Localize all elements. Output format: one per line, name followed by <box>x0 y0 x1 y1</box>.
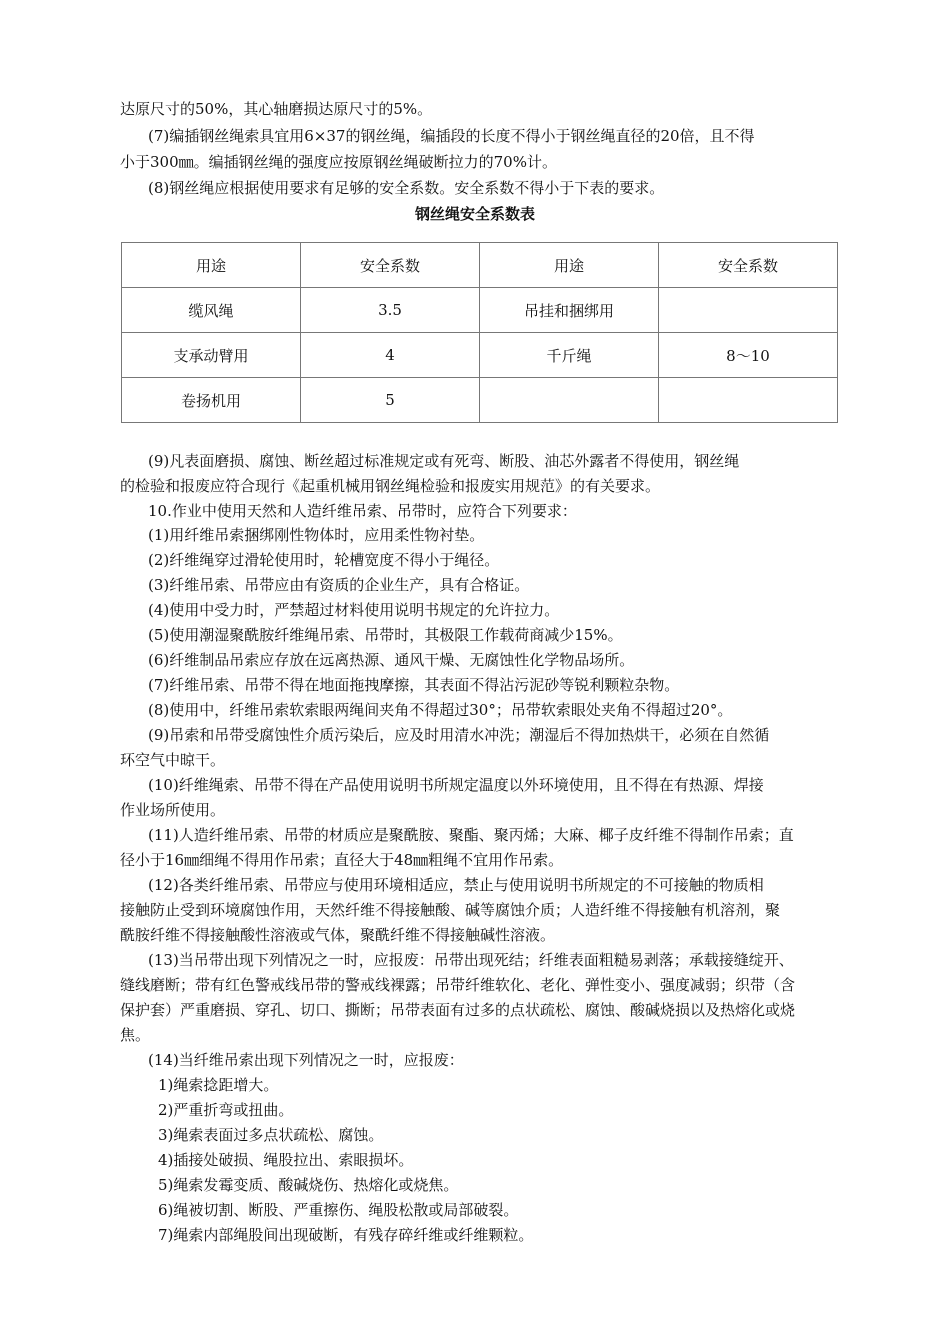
paragraph-line: (14)当纤维吊索出现下列情况之一时，应报废： <box>148 1051 464 1069</box>
table-cell: 吊挂和捆绑用 <box>480 288 659 333</box>
table-row <box>122 333 838 378</box>
paragraph-line: 径小于16㎜细绳不得用作吊索；直径大于48㎜粗绳不宜用作吊索。 <box>120 851 564 869</box>
paragraph-line: (8)使用中，纤维吊索软索眼两绳间夹角不得超过30°；吊带软索眼处夹角不得超过20°。 <box>148 701 733 719</box>
header-cell: 用途 <box>122 243 301 288</box>
paragraph-line: (12)各类纤维吊索、吊带应与使用环境相适应，禁止与使用说明书所规定的不可接触的物质相 <box>148 876 764 894</box>
table-cell: 8～10 <box>659 333 838 378</box>
paragraph-line: 环空气中晾干。 <box>120 751 226 769</box>
table-row <box>122 378 838 423</box>
paragraph-line: (13)当吊带出现下列情况之一时，应报废：吊带出现死结；纤维表面粗糙易剥落；承载接缝绽开、 <box>148 951 794 969</box>
table-cell <box>659 288 838 333</box>
list-item: 3)绳索表面过多点状疏松、腐蚀。 <box>158 1126 384 1144</box>
table-cell: 3.5 <box>301 288 480 333</box>
paragraph-line: 缝线磨断；带有红色警戒线吊带的警戒线裸露；吊带纤维软化、老化、弹性变小、强度减弱；织带（含 <box>120 976 796 994</box>
table-cell: 缆风绳 <box>122 288 301 333</box>
header-cell: 用途 <box>480 243 659 288</box>
table-cell: 4 <box>301 333 480 378</box>
table-cell <box>659 378 838 423</box>
table-cell: 卷扬机用 <box>122 378 301 423</box>
paragraph-line: 保护套）严重磨损、穿孔、切口、撕断；吊带表面有过多的点状疏松、腐蚀、酸碱烧损以及热熔化或烧 <box>120 1001 796 1019</box>
paragraph-line: 接触防止受到环境腐蚀作用，天然纤维不得接触酸、碱等腐蚀介质；人造纤维不得接触有机溶剂，聚 <box>120 901 781 919</box>
paragraph-line: (10)纤维绳索、吊带不得在产品使用说明书所规定温度以外环境使用，且不得在有热源、焊接 <box>148 776 764 794</box>
table-cell: 千斤绳 <box>480 333 659 378</box>
list-item: 5)绳索发霉变质、酸碱烧伤、热熔化或烧焦。 <box>158 1176 459 1194</box>
paragraph-line: (7)纤维吊索、吊带不得在地面拖拽摩擦，其表面不得沾污泥砂等锐利颗粒杂物。 <box>148 676 680 694</box>
table-row <box>122 288 838 333</box>
paragraph-line: (9)吊索和吊带受腐蚀性介质污染后，应及时用清水冲洗；潮湿后不得加热烘干，必须在自然循 <box>148 726 770 744</box>
paragraph-line: 达原尺寸的50%，其心轴磨损达原尺寸的5%。 <box>120 100 433 118</box>
table-header-row <box>122 243 838 288</box>
header-cell: 安全系数 <box>659 243 838 288</box>
paragraph-line: (4)使用中受力时，严禁超过材料使用说明书规定的允许拉力。 <box>148 601 560 619</box>
paragraph-line: 的检验和报废应符合现行《起重机械用钢丝绳检验和报废实用规范》的有关要求。 <box>120 477 661 495</box>
paragraph-line: (9)凡表面磨损、腐蚀、断丝超过标准规定或有死弯、断股、油芯外露者不得使用，钢丝绳 <box>148 452 740 470</box>
table-cell: 5 <box>301 378 480 423</box>
paragraph-line: (2)纤维绳穿过滑轮使用时，轮槽宽度不得小于绳径。 <box>148 551 500 569</box>
paragraph-line: (3)纤维吊索、吊带应由有资质的企业生产，具有合格证。 <box>148 576 530 594</box>
paragraph-line: 焦。 <box>120 1026 151 1044</box>
paragraph-line: 作业场所使用。 <box>120 801 226 819</box>
list-item: 4)插接处破损、绳股拉出、索眼损坏。 <box>158 1151 414 1169</box>
list-item: 2)严重折弯或扭曲。 <box>158 1101 294 1119</box>
paragraph-line: (6)纤维制品吊索应存放在远离热源、通风干燥、无腐蚀性化学物品场所。 <box>148 651 635 669</box>
paragraph-line: (11)人造纤维吊索、吊带的材质应是聚酰胺、聚酯、聚丙烯；大麻、椰子皮纤维不得制作吊索；直 <box>148 826 794 844</box>
safety-factor-table <box>121 242 838 423</box>
paragraph-line: (1)用纤维吊索捆绑刚性物体时，应用柔性物衬垫。 <box>148 526 485 544</box>
paragraph-line: 10.作业中使用天然和人造纤维吊索、吊带时，应符合下列要求： <box>148 502 577 520</box>
table-cell: 支承动臂用 <box>122 333 301 378</box>
paragraph-line: (5)使用潮湿聚酰胺纤维绳吊索、吊带时，其极限工作载荷商减少15%。 <box>148 626 623 644</box>
header-cell: 安全系数 <box>301 243 480 288</box>
paragraph-line: 酰胺纤维不得接触酸性溶液或气体，聚酰纤维不得接触碱性溶液。 <box>120 926 556 944</box>
paragraph-line: 小于300㎜。编插钢丝绳的强度应按原钢丝绳破断拉力的70%计。 <box>120 153 557 171</box>
list-item: 6)绳被切割、断股、严重擦伤、绳股松散或局部破裂。 <box>158 1201 519 1219</box>
list-item: 1)绳索捻距增大。 <box>158 1076 279 1094</box>
table-cell <box>480 378 659 423</box>
list-item: 7)绳索内部绳股间出现破断，有残存碎纤维或纤维颗粒。 <box>158 1226 534 1244</box>
table-title: 钢丝绳安全系数表 <box>414 205 535 223</box>
paragraph-line: (8)钢丝绳应根据使用要求有足够的安全系数。安全系数不得小于下表的要求。 <box>148 179 665 197</box>
paragraph-line: (7)编插钢丝绳索具宜用6×37的钢丝绳，编插段的长度不得小于钢丝绳直径的20倍，且不得 <box>148 127 755 145</box>
